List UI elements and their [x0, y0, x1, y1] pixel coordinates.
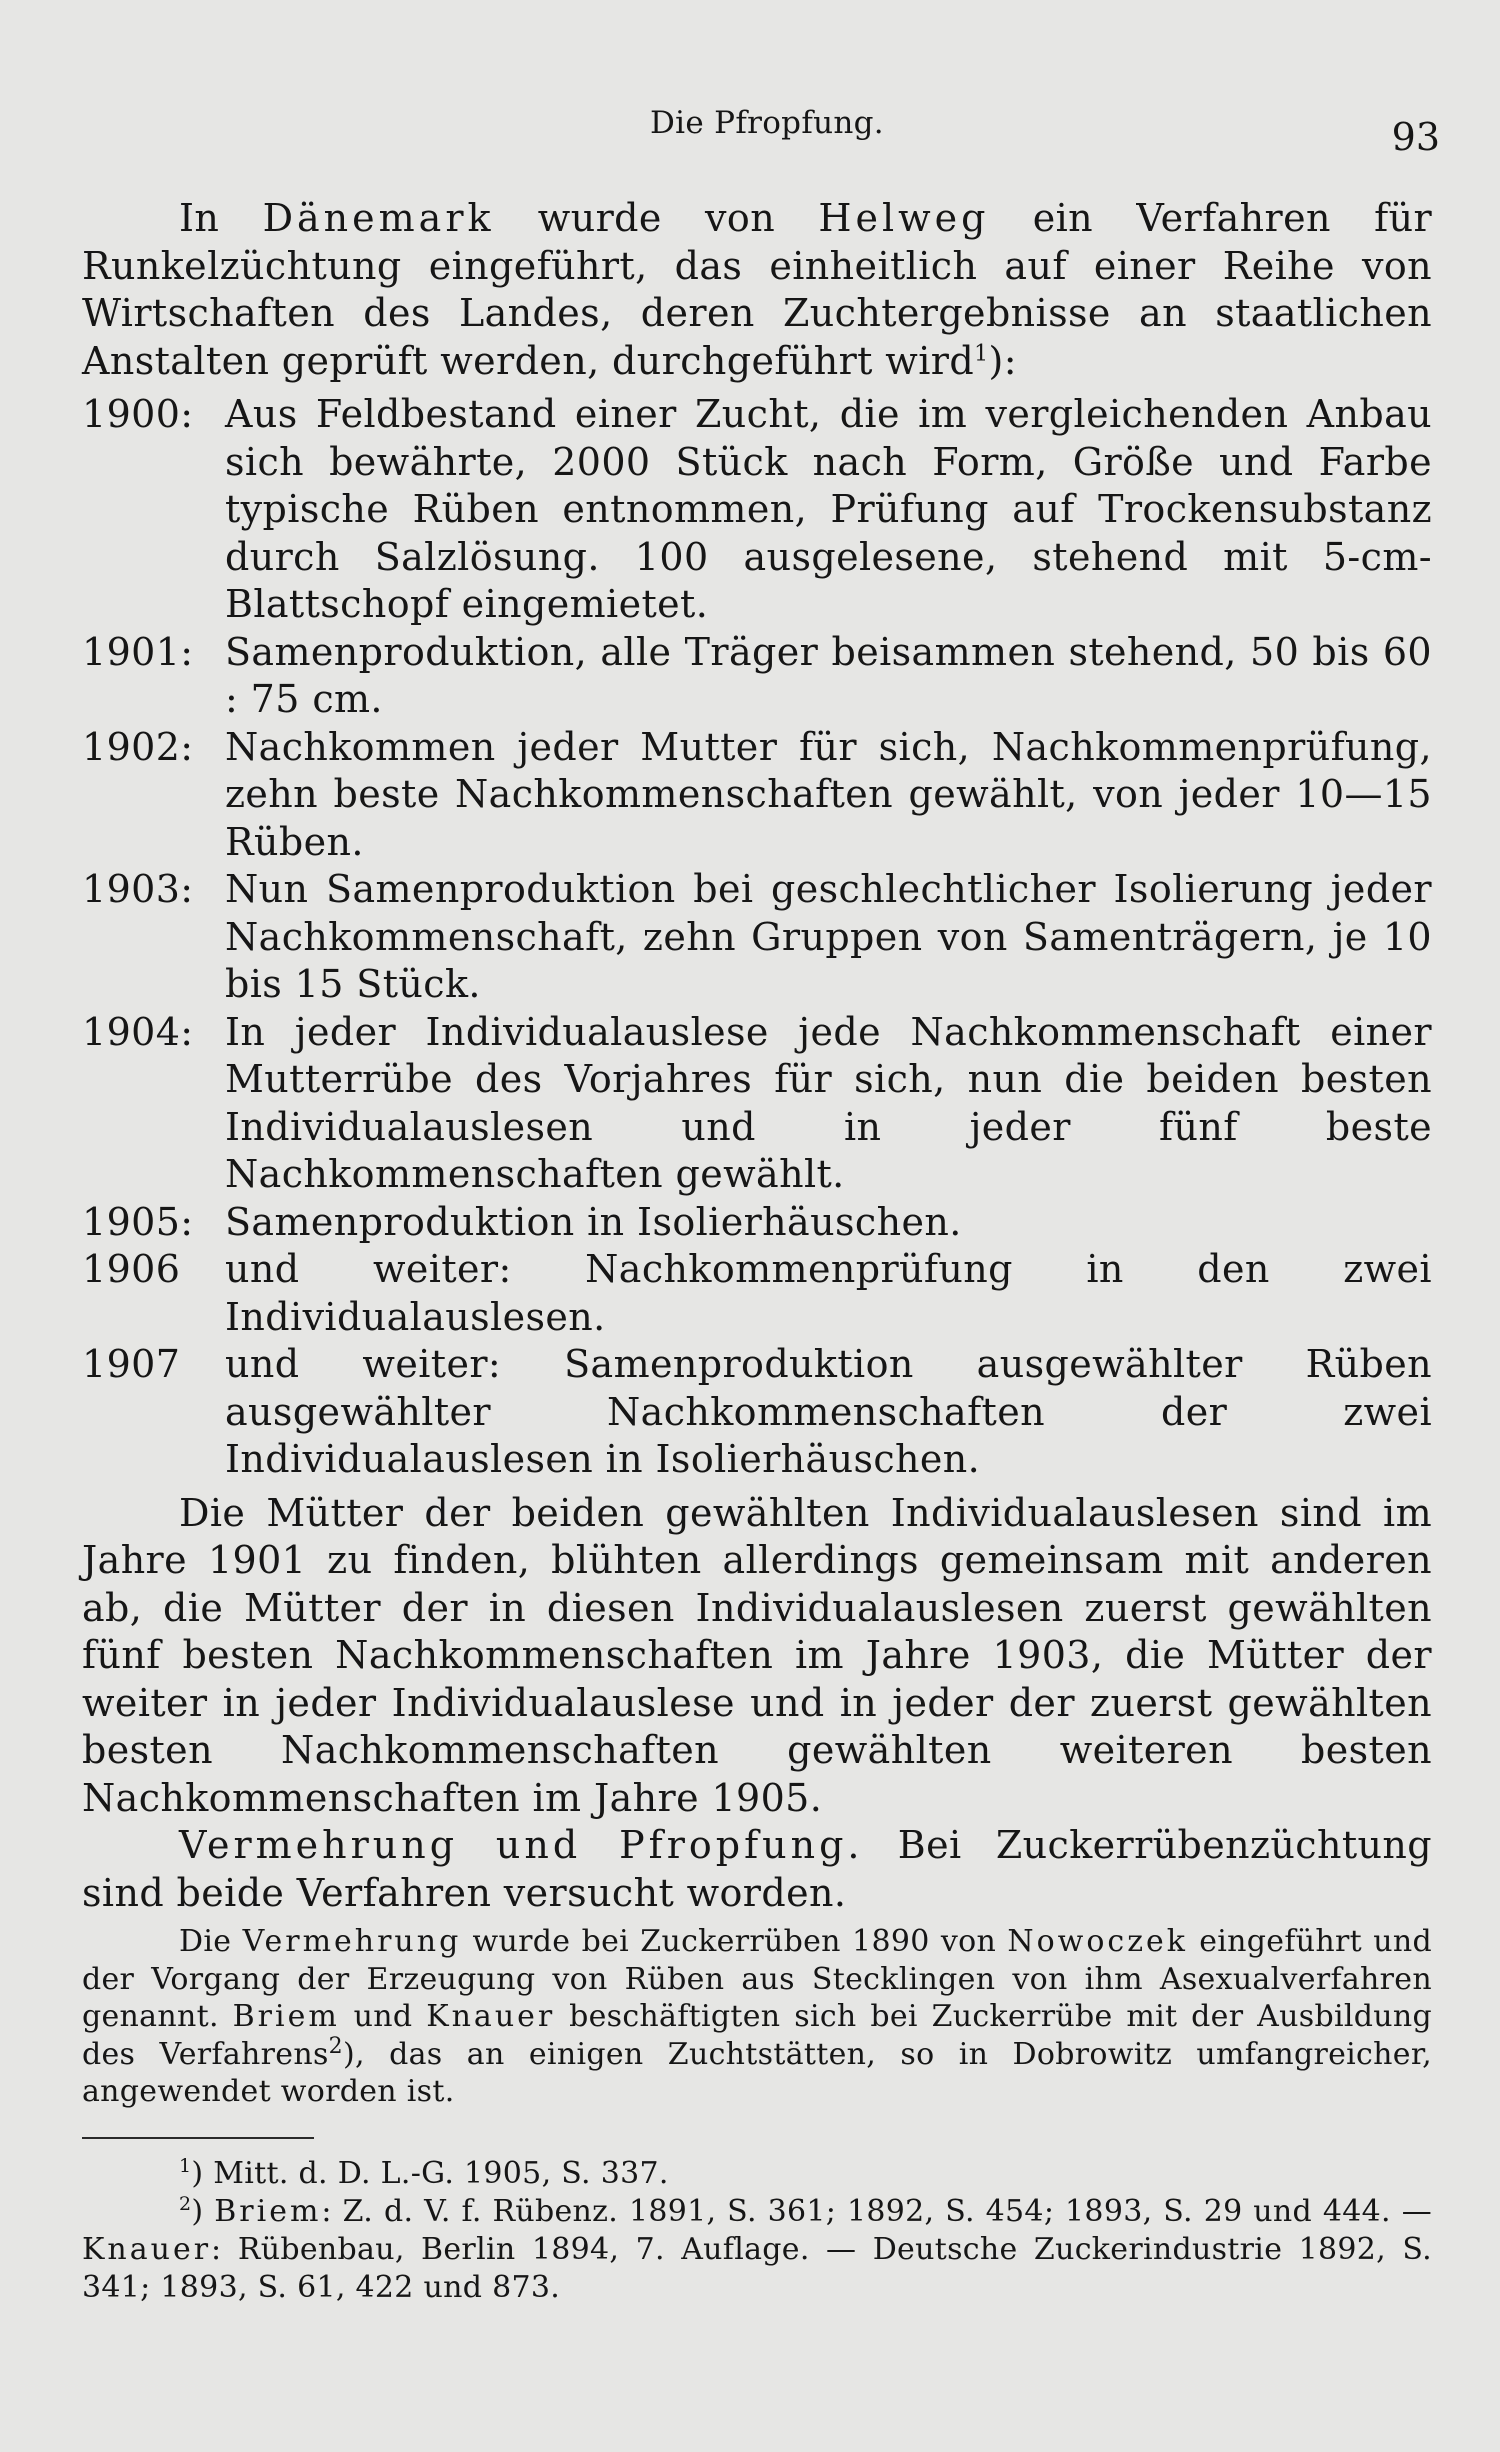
year-list	[82, 391, 1432, 1484]
small-text: eingeführt und der Vorgang der Erzeugung von Rüben aus Stecklingen von ihm Asexualverfahren genannt.	[82, 1924, 1432, 2034]
section-text: Bei Zuckerrübenzüchtung sind beide Verfahren versucht worden.	[82, 1823, 1432, 1915]
year-label: 1901:	[82, 629, 194, 674]
year-description: Samenproduktion, alle Träger beisammen stehend, 50 bis 60 : 75 cm.	[225, 629, 1432, 721]
intro-text: ):	[988, 338, 1017, 383]
year-description: In jeder Individualauslese jede Nachkommenschaft einer Mutterrübe des Vorjahres für sich, nun die beiden besten Individualauslesen und in jeder fünf beste Nachkommenschaften gewählt.	[225, 1009, 1432, 1196]
running-head	[0, 105, 1500, 159]
small-print-paragraph	[82, 1923, 1432, 2111]
year-label: 1905:	[82, 1199, 194, 1244]
footnote-marker: 1	[179, 2154, 192, 2177]
footnote-text: : Z. d. V. f. Rübenz. 1891, S. 361; 1892, S. 454; 1893, S. 29 und 444. —	[321, 2193, 1433, 2229]
year-description: Samenproduktion in Isolierhäuschen.	[225, 1199, 962, 1244]
year-entry	[82, 724, 1432, 867]
year-label: 1907	[82, 1342, 181, 1386]
year-label: 1904:	[82, 1009, 194, 1054]
year-description: und weiter: Nachkommenprüfung in den zwei Individualauslesen.	[225, 1247, 1432, 1339]
running-title: Die Pfropfung.	[650, 105, 884, 141]
small-text: wurde bei Zuckerrüben 1890 von	[461, 1924, 1008, 1959]
small-text: und	[339, 1999, 427, 2034]
person-name: Knauer	[426, 1999, 556, 2034]
footnote-text: : Rübenbau, Berlin 1894, 7. Auflage. — Deutsche Zuckerindustrie 1892, S. 341; 1893, S. 61, 422 und 873.	[82, 2231, 1432, 2305]
footnote-text: )	[191, 2193, 215, 2229]
year-entry	[82, 1199, 1432, 1247]
year-label: 1900:	[82, 392, 194, 436]
small-text: Die	[179, 1924, 243, 1959]
year-entry	[82, 391, 1432, 629]
year-entry	[82, 1009, 1432, 1199]
footnote-text: ) Mitt. d. D. L.-G. 1905, S. 337.	[191, 2155, 669, 2191]
person-name: Nowoczek	[1007, 1924, 1188, 1959]
section-heading: Vermehrung und Pfropfung.	[179, 1823, 864, 1867]
year-entry	[82, 866, 1432, 1009]
year-description: Nun Samenproduktion bei geschlechtlicher Isolierung jeder Nachkommenschaft, zehn Gruppen von Samenträgern, je 10 bis 15 Stück.	[225, 867, 1432, 1006]
intro-paragraph	[82, 195, 1432, 385]
intro-text: wurde von	[494, 196, 819, 240]
footnote	[82, 2193, 1432, 2307]
author-name: Briem	[214, 2193, 322, 2229]
year-description: und weiter: Samenproduktion ausgewählter Rüben ausgewählter Nachkommenschaften der zwei Individualauslesen in Isolierhäuschen.	[225, 1342, 1432, 1481]
year-entry	[82, 629, 1432, 724]
footnote-reference: 2	[328, 2033, 343, 2059]
footnote	[82, 2155, 1432, 2193]
footnote-marker: 2	[179, 2192, 192, 2215]
year-description: Aus Feldbestand einer Zucht, die im vergleichenden Anbau sich bewährte, 2000 Stück nach Form, Größe und Farbe typische Rüben entnommen, Prüfung auf Trockensubstanz durch Salzlösung. 100 ausgelesene, stehend mit 5-cm-Blattschopf eingemietet.	[225, 392, 1432, 626]
intro-text: In	[179, 196, 263, 240]
footnote-divider	[82, 2137, 314, 2139]
mothers-paragraph: Die Mütter der beiden gewählten Individualauslesen sind im Jahre 1901 zu finden, blühten allerdings gemeinsam mit anderen ab, die Mütter der in diesen Individualauslesen zuerst gewählten fünf besten Nachkommenschaften im Jahre 1903, die Mütter der weiter in jeder Individualauslese und in jeder der zuerst gewählten besten Nachkommenschaften gewählten weiteren besten Nachkommenschaften im Jahre 1905.	[82, 1490, 1432, 1820]
person-name: Briem	[232, 1999, 340, 2034]
small-text: beschäftigten sich bei Zuckerrübe mit der Ausbildung des Verfahrens	[82, 1999, 1432, 2072]
body-text	[82, 195, 1432, 2307]
section-paragraph	[82, 1822, 1432, 1917]
year-description: Nachkommen jeder Mutter für sich, Nachkommenprüfung, zehn beste Nachkommenschaften gewählt, von jeder 10—15 Rüben.	[225, 724, 1432, 864]
author-name: Knauer	[82, 2231, 212, 2267]
year-label: 1906	[82, 1247, 181, 1291]
country-name: Dänemark	[262, 196, 495, 240]
year-label: 1903:	[82, 867, 194, 911]
intro-text: ein Verfahren für Runkelzüchtung eingeführt, das einheitlich auf einer Reihe von Wirtschaften des Landes, deren Zuchtergebnisse an staatlichen Anstalten geprüft werden, durchgeführt wird	[82, 196, 1433, 383]
person-name: Helweg	[818, 196, 990, 240]
term-emphasis: Vermehrung	[242, 1924, 462, 1959]
year-label: 1902:	[82, 724, 194, 769]
year-entry	[82, 1246, 1432, 1341]
small-text: ), das an einigen Zuchtstätten, so in Dobrowitz umfangreicher, angewendet worden ist.	[82, 2036, 1432, 2109]
page-number: 93	[1391, 115, 1440, 159]
year-entry	[82, 1341, 1432, 1484]
footnote-reference: 1	[974, 340, 989, 366]
